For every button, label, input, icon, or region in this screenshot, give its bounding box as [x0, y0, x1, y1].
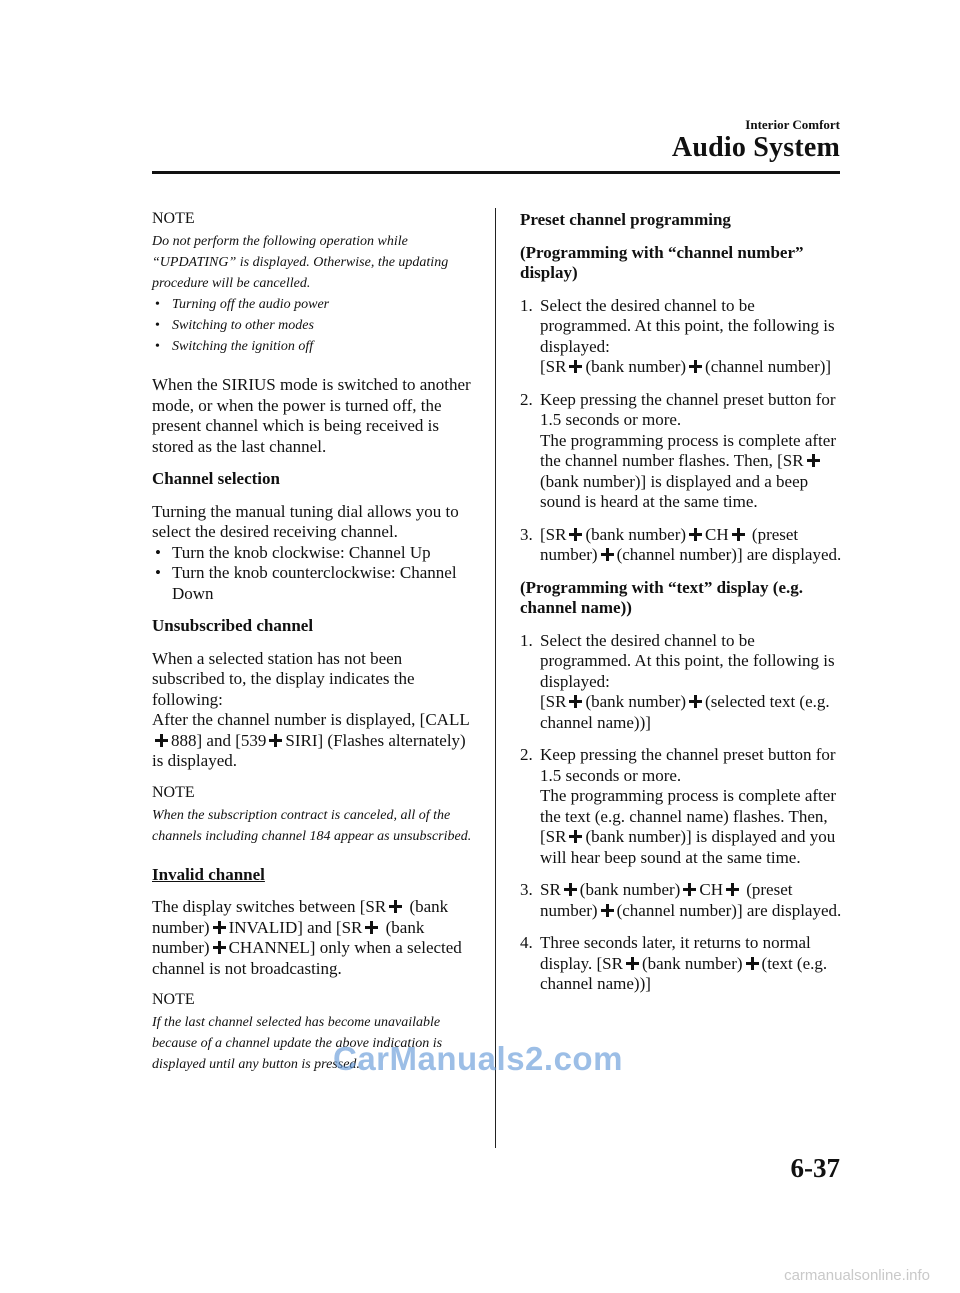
note-label: NOTE [152, 783, 195, 801]
step-number: 2. [520, 745, 533, 764]
text-fragment: SR [540, 880, 561, 899]
text-fragment: (channel number)] are displayed. [616, 545, 842, 564]
text-fragment: Keep pressing the channel preset button for 1.5 seconds or more. [540, 389, 836, 429]
text-fragment: (bank number) [585, 692, 687, 711]
text-fragment: (bank number) [152, 917, 425, 957]
step-item [520, 631, 845, 734]
text-display-subheading: (Programming with “text” display (e.g. channel name)) [520, 577, 803, 617]
plus-icon [269, 734, 282, 747]
text-fragment: The programming process is complete after the text (e.g. channel name) flashes. Then, [SR [540, 786, 836, 846]
step-number: 1. [520, 295, 533, 315]
text-fragment: (bank number)] is displayed and a beep sound is heard at the same time. [540, 471, 809, 511]
plus-icon [689, 528, 702, 541]
unsubscribed-display-text [152, 710, 477, 772]
unsubscribed-text: When a selected station has not been subscribed to, the display indicates the following: [152, 648, 415, 709]
step-item [520, 296, 845, 378]
plus-icon [726, 883, 739, 896]
text-fragment: (selected text (e.g. channel name))] [540, 692, 830, 732]
plus-icon [389, 900, 402, 913]
text-fragment: (channel number)] [705, 357, 832, 376]
preset-heading: Preset channel programming [520, 210, 731, 229]
text-fragment: SIRI] (Flashes alternately) is displayed. [152, 730, 466, 770]
text-fragment: [SR [540, 524, 567, 544]
plus-icon [569, 695, 582, 708]
text-fragment: (preset number) [540, 524, 799, 564]
step-number: 2. [520, 389, 533, 409]
step-item [520, 933, 845, 995]
text-fragment: INVALID] and [SR [228, 917, 363, 937]
step-number: 3. [520, 524, 533, 544]
step-number: 4. [520, 933, 533, 952]
text-fragment: (bank number) [579, 880, 681, 899]
step-number: 3. [520, 880, 533, 899]
text-fragment: Select the desired channel to be programmed. At this point, the following is displayed: [540, 630, 835, 691]
plus-icon [732, 528, 745, 541]
text-fragment: (channel number)] are displayed. [616, 900, 842, 920]
text-fragment: (bank number) [585, 357, 687, 376]
unsubscribed-heading: Unsubscribed channel [152, 616, 314, 635]
text-fragment: After the channel number is displayed, [CALL [152, 710, 470, 729]
plus-icon [155, 734, 168, 747]
text-fragment: CH [705, 524, 729, 544]
channel-number-subheading: (Programming with “channel number” display) [520, 242, 804, 282]
plus-icon [569, 830, 582, 843]
plus-icon [569, 360, 582, 373]
text-fragment: CH [699, 880, 723, 899]
text-fragment: 888] and [539 [171, 730, 267, 750]
text-fragment: (bank number)] is displayed and you will hear beep sound at the same time. [540, 827, 836, 867]
text-fragment: Three seconds later, it returns to normal display. [SR [540, 933, 811, 973]
plus-icon [365, 921, 378, 934]
text-fragment: The display switches between [SR [152, 897, 387, 916]
plus-icon [689, 360, 702, 373]
text-fragment: [SR [540, 692, 567, 711]
left-column [152, 210, 477, 1075]
plus-icon [683, 883, 696, 896]
plus-icon [626, 957, 639, 970]
plus-icon [569, 528, 582, 541]
last-channel-paragraph: When the SIRIUS mode is switched to another mode, or when the power is turned off, the present channel which is being received is stored as the last channel. [152, 375, 471, 456]
text-fragment: CHANNEL] only when a selected channel is not broadcasting. [152, 938, 462, 978]
watermark-footer: carmanualsonline.info [784, 1267, 930, 1284]
text-fragment: [SR [540, 357, 567, 376]
text-fragment: (text (e.g. channel name))] [540, 953, 828, 993]
step-item [520, 745, 845, 868]
invalid-channel-heading: Invalid channel [152, 864, 265, 884]
page-title: Audio System [671, 132, 840, 163]
plus-icon [601, 548, 614, 561]
plus-icon [213, 941, 226, 954]
list-item: • Turn the knob clockwise: Channel Up [152, 543, 477, 564]
text-fragment: Select the desired channel to be programmed. At this point, the following is displayed: [540, 295, 835, 356]
invalid-channel-text [152, 897, 477, 979]
plus-icon [807, 454, 820, 467]
list-item: • Turning off the audio power [152, 294, 477, 315]
text-fragment: (bank number) [152, 897, 449, 937]
text-fragment: The programming process is complete after the channel number flashes. Then, [SR [540, 430, 836, 470]
note-label: NOTE [152, 210, 195, 227]
text-fragment: (bank number) [641, 953, 743, 973]
watermark: CarManuals2.com [333, 1040, 623, 1077]
note-text: If the last channel selected has become unavailable because of a channel update the above indication is displayed until any button is pressed. [152, 1015, 443, 1072]
channel-selection-heading: Channel selection [152, 469, 280, 488]
list-item: • Switching the ignition off [152, 336, 477, 357]
right-column [520, 210, 845, 995]
plus-icon [601, 904, 614, 917]
note-label: NOTE [152, 991, 195, 1008]
note-text: Do not perform the following operation while “UPDATING” is displayed. Otherwise, the updating procedure will be cancelled. [152, 234, 449, 291]
section-label: Interior Comfort [745, 117, 840, 132]
page-number: 6-37 [790, 1153, 840, 1183]
text-fragment: (preset number) [540, 880, 793, 920]
plus-icon [746, 957, 759, 970]
note-text: When the subscription contract is canceled, all of the channels including channel 184 appear as unsubscribed. [152, 807, 472, 844]
text-fragment: Keep pressing the channel preset button for 1.5 seconds or more. [540, 745, 836, 785]
step-item [520, 880, 845, 921]
note-list [152, 294, 477, 357]
header-rule [152, 171, 840, 174]
step-number: 1. [520, 630, 533, 650]
list-item: • Turn the knob counterclockwise: Channel Down [152, 563, 477, 604]
plus-icon [213, 921, 226, 934]
column-divider [495, 208, 496, 1148]
step-item [520, 390, 845, 513]
list-item: • Switching to other modes [152, 315, 477, 336]
plus-icon [564, 883, 577, 896]
plus-icon [689, 695, 702, 708]
text-fragment: (bank number) [585, 524, 687, 544]
step-item [520, 525, 845, 566]
channel-selection-list [152, 543, 477, 605]
channel-selection-text: Turning the manual tuning dial allows you to select the desired receiving channel. [152, 501, 459, 541]
